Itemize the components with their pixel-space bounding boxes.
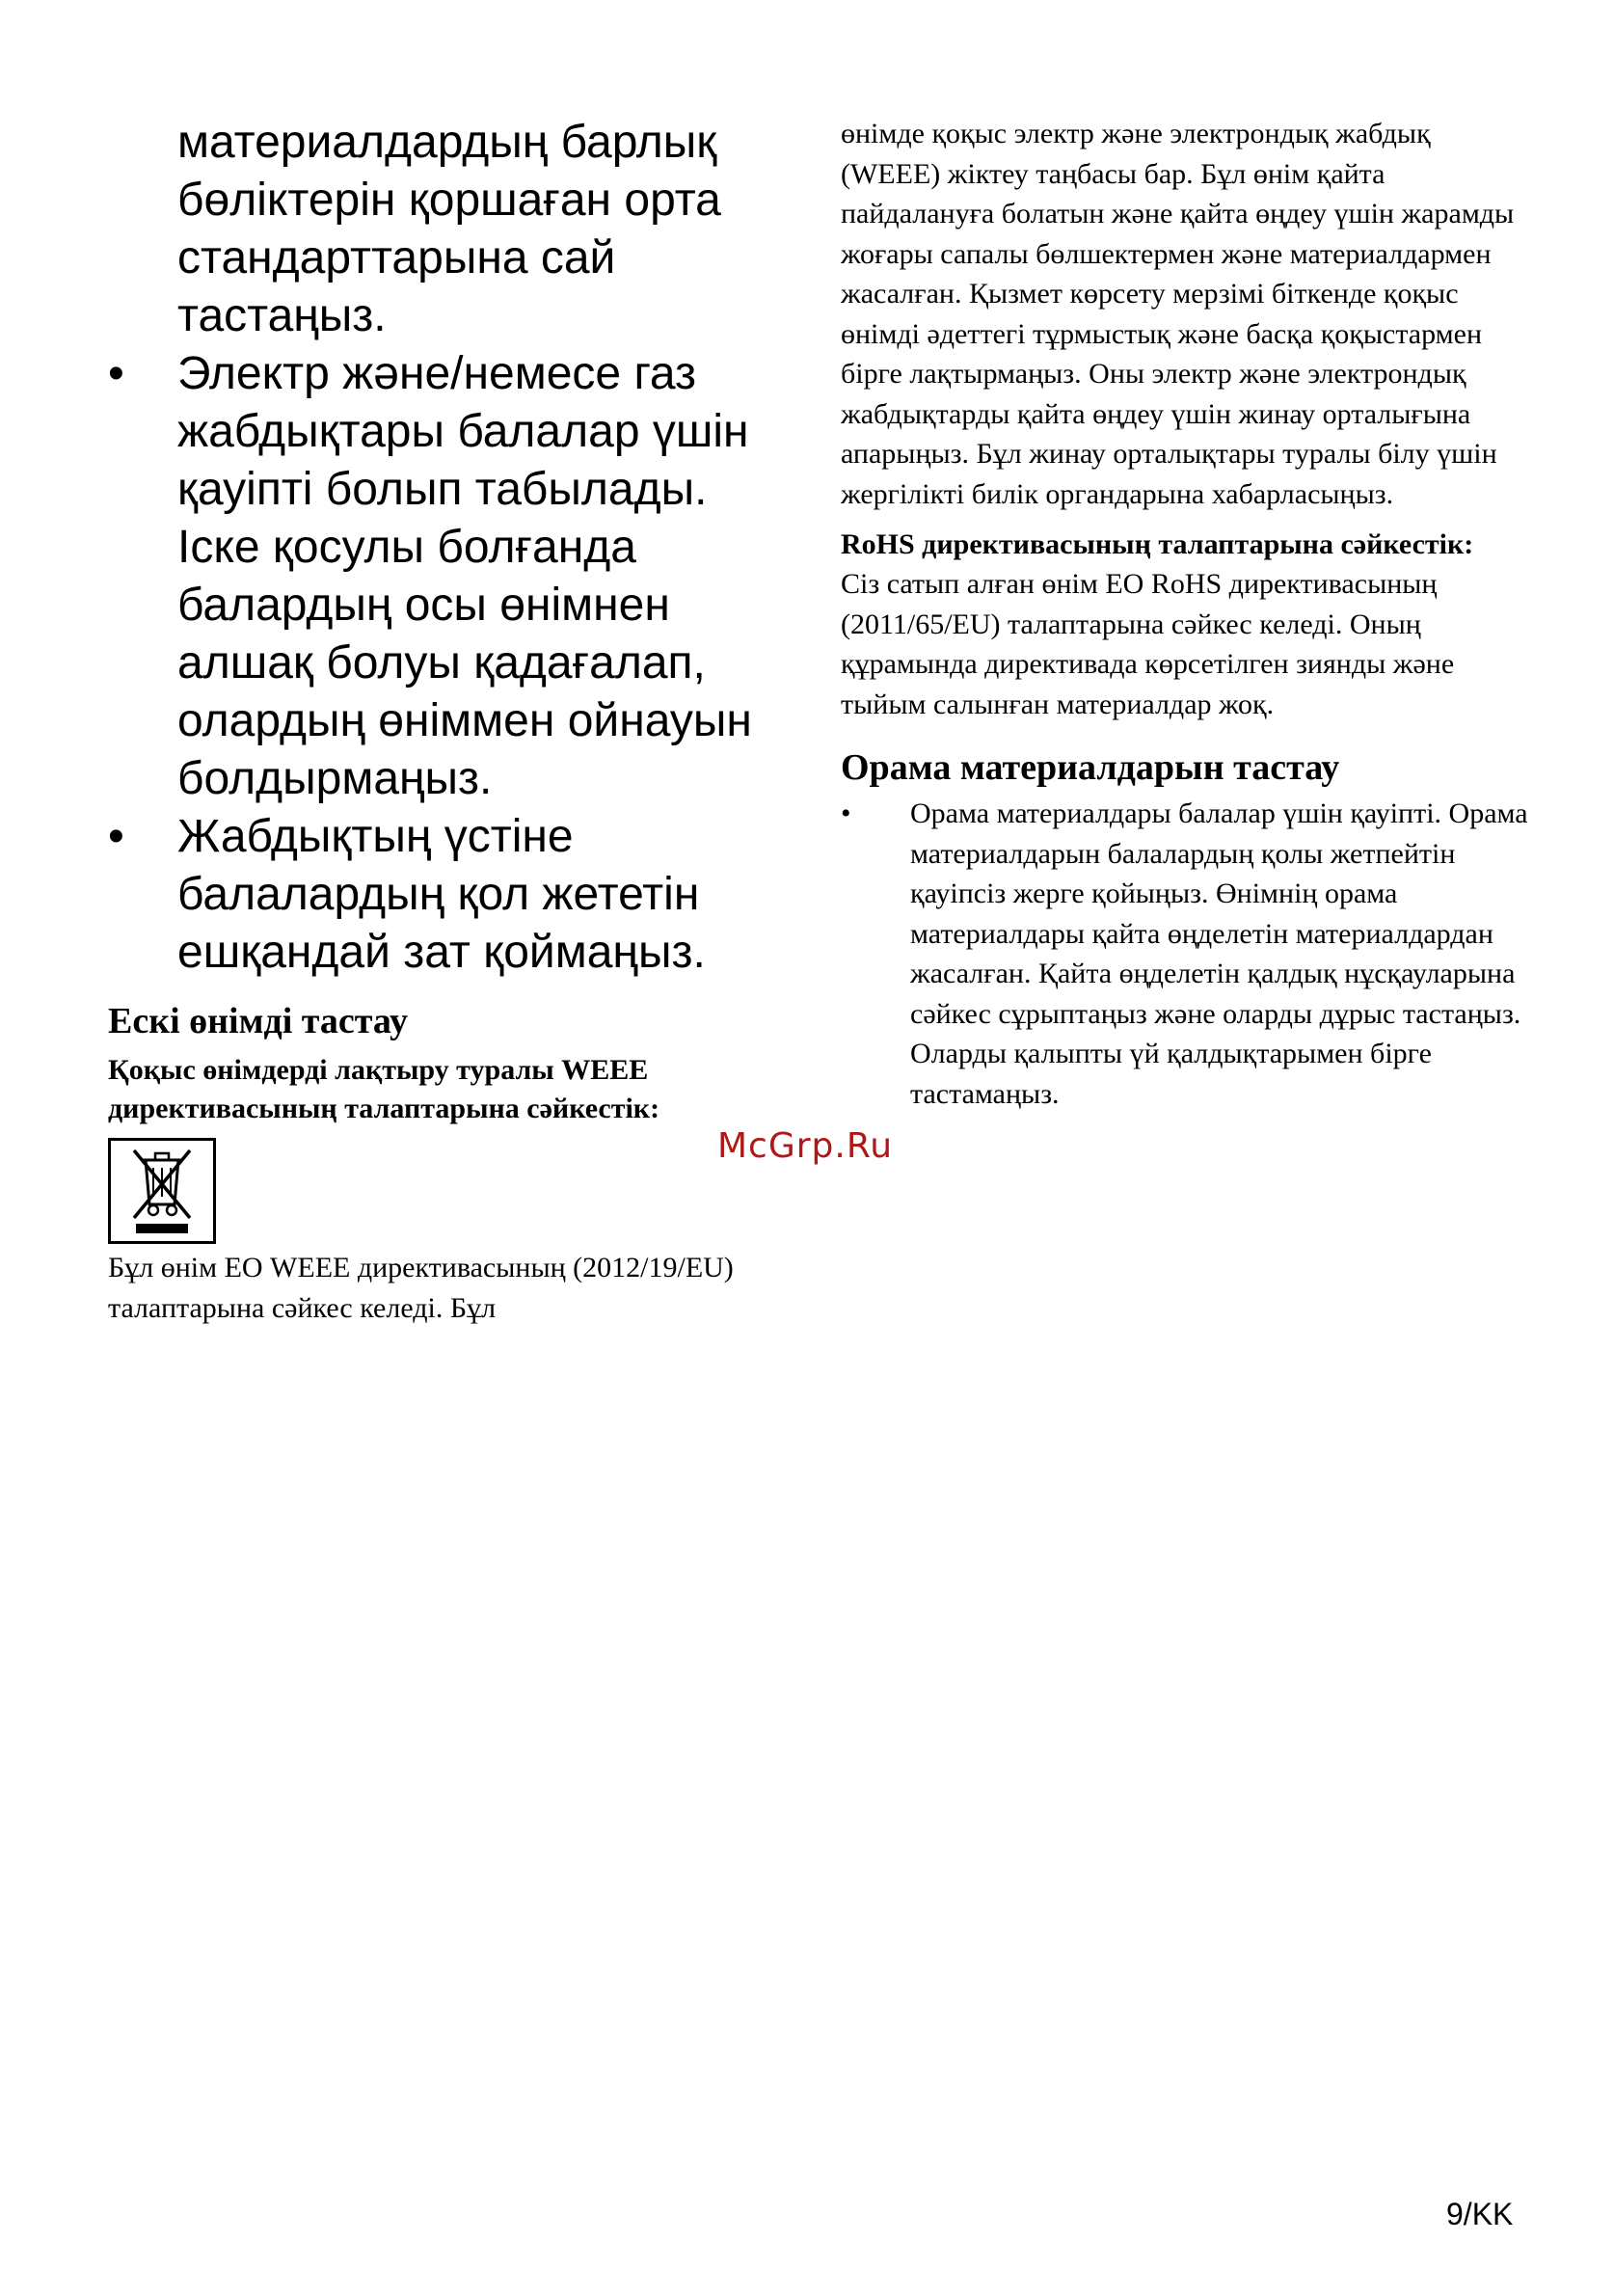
packaging-bullet-list [841, 794, 1535, 1114]
list-item [108, 808, 802, 982]
bullet-text: Электр және/немесе газ жабдықтары балалар үшін қауіпті болып табылады. Іске қосулы болғанда балардың осы өнімнен алшақ болуы қадағалап, олардың өніммен ойнауын болдырмаңыз. [177, 348, 752, 804]
watermark: McGrp.Ru [717, 1126, 894, 1166]
bullet-marker: • [108, 811, 124, 862]
disposal-heading: Ескі өнімді тастау [108, 1001, 408, 1041]
intro-continuation: материалдардың барлық бөліктерін қоршаған орта стандарттарына сай тастаңыз. [177, 117, 721, 341]
bullet-marker: • [108, 348, 124, 399]
weee-text-continuation: өнімде қоқыс электр және электрондық жабдық (WEEE) жіктеу таңбасы бар. Бұл өнім қайта пайдалануға болатын және қайта өңдеу үшін жарамды жоғары сапалы бөлшектермен және материалдармен жасалған. Қызмет көрсету мерзімі біткенде қоқыс өнімді әдеттегі тұрмыстық және басқа қоқыстармен бірге лақтырмаңыз. Оны электр және электрондық жабдықтарды қайта өңдеу үшін жинау орталығына апарыңыз. Бұл жинау орталықтары туралы білу үшін жергілікті билік органдарына хабарласыңыз. [841, 118, 1515, 510]
page-number: 9/KK [1446, 2197, 1514, 2231]
list-item [841, 794, 1535, 1114]
rohs-text: Сіз сатып алған өнім ЕО RoHS директивасының (2011/65/EU) талаптарына сәйкес келеді. Оның құрамында директивада көрсетілген зиянды және тыйым салынған материалдар жоқ. [841, 568, 1455, 720]
bullet-text: Орама материалдары балалар үшін қауіпті. Орама материалдарын балалардың қолы жетпейтін қауіпсіз жерге қойыңыз. Өнімнің орама материалдары қайта өңделетін материалдардан жасалған. Қайта өңделетін қалдық нұсқауларына сәйкес сұрыптаңыз және оларды дұрыс тастаңыз. Оларды қалыпты үй қалдықтарымен бірге тастамаңыз. [910, 797, 1528, 1110]
left-column [108, 114, 802, 1328]
list-item [108, 345, 802, 808]
rohs-compliance-heading: RoHS директивасының талаптарына сәйкестік: [841, 528, 1474, 560]
right-column [841, 114, 1535, 1114]
packaging-heading: Орама материалдарын тастау [841, 747, 1340, 788]
bullet-marker: • [841, 797, 851, 829]
bullet-text: Жабдықтың үстіне балалардың қол жететін ешқандай зат қоймаңыз. [177, 811, 706, 978]
crossed-out-wheelie-bin-icon [108, 1138, 216, 1244]
weee-text-start: Бұл өнім ЕО WEEE директивасының (2012/19/EU) талаптарына сәйкес келеді. Бұл [108, 1252, 734, 1324]
safety-bullet-list [108, 345, 802, 982]
weee-compliance-heading: Қоқыс өнімдерді лақтыру туралы WEEE директивасының талаптарына сәйкестік: [108, 1054, 660, 1124]
